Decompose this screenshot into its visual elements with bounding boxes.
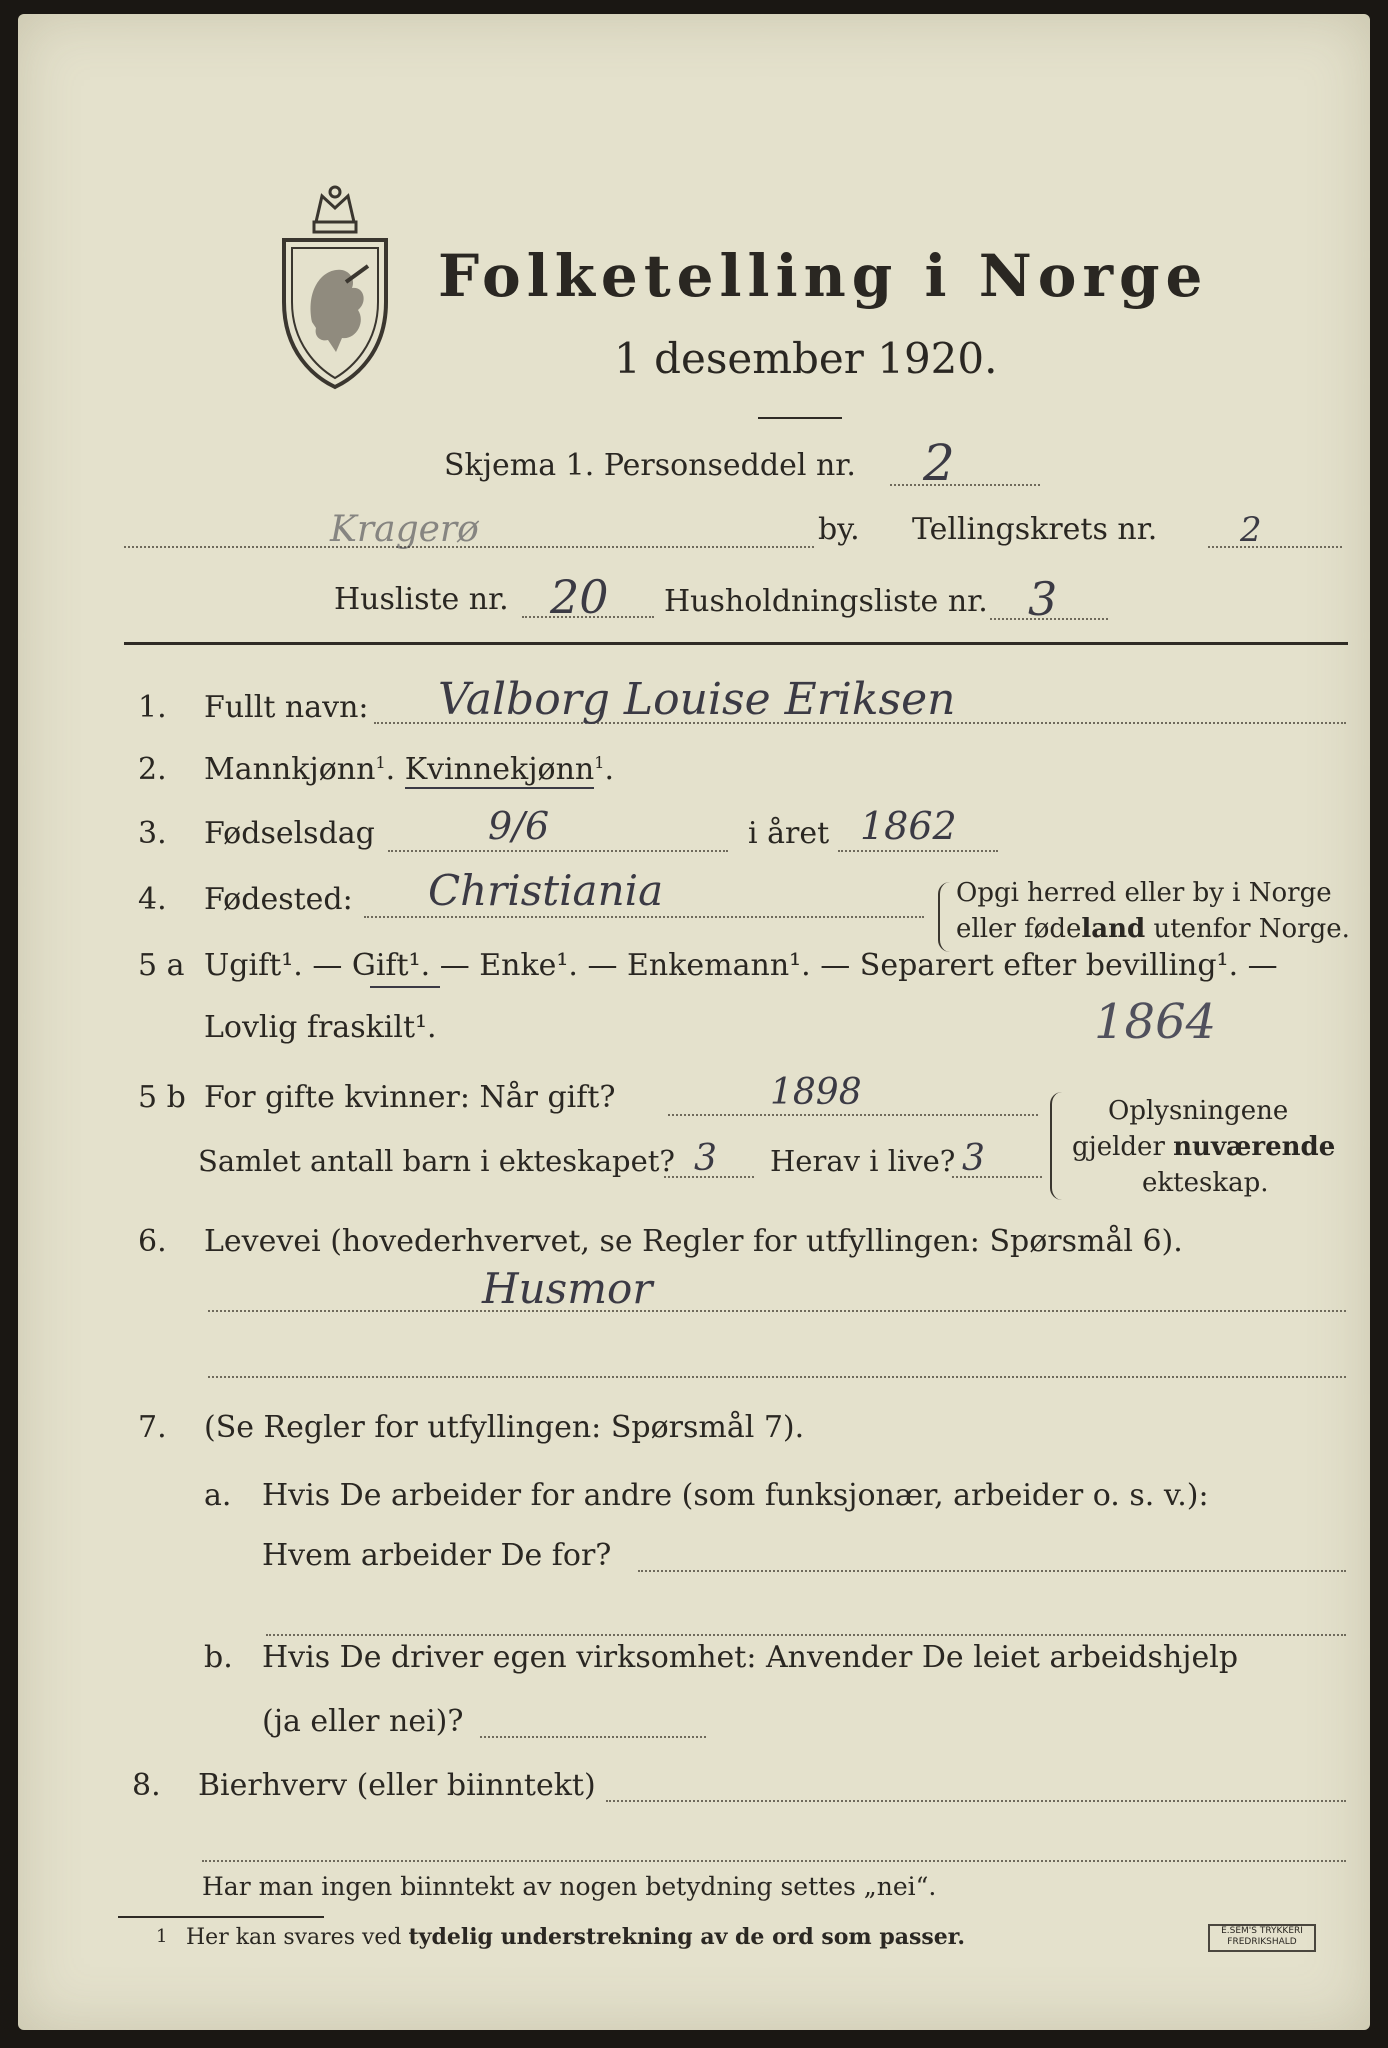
q4-value-birthplace[interactable]: Christiania xyxy=(428,866,664,915)
q8-number: 8. xyxy=(132,1768,161,1803)
q4-number: 4. xyxy=(138,882,167,917)
q5a-options-line2[interactable]: Lovlig fraskilt¹. xyxy=(204,1010,437,1045)
title-divider xyxy=(758,417,842,419)
q3-label: Fødselsdag xyxy=(204,816,375,851)
q2-option-mannkjonn[interactable]: Mannkjønn xyxy=(204,752,376,787)
q5a-number: 5 a xyxy=(138,948,185,983)
q5b-brace xyxy=(1050,1092,1064,1200)
q6-line1 xyxy=(208,1310,1346,1312)
q2-option-kvinnekjonn[interactable]: Kvinnekjønn xyxy=(404,752,595,787)
q6-number: 6. xyxy=(138,1224,167,1259)
footnote-text: Her kan svares ved tydelig understrekning av de ord som passer. xyxy=(186,1924,966,1950)
q5b-value-alive[interactable]: 3 xyxy=(962,1138,985,1179)
personseddel-value[interactable]: 2 xyxy=(923,434,955,492)
q5a-gift-underline xyxy=(370,986,440,988)
q4-brace xyxy=(938,882,952,952)
printer-stamp: E.SEM'S TRYKKERI FREDRIKSHALD xyxy=(1208,1924,1316,1952)
footnote-mark: 1 xyxy=(156,1926,168,1947)
q8-label: Bierhverv (eller biinntekt) xyxy=(198,1768,596,1803)
census-form-sheet xyxy=(18,14,1370,2030)
q2-number: 2. xyxy=(138,752,167,787)
q1-label: Fullt navn: xyxy=(204,690,369,725)
q8-line2[interactable] xyxy=(202,1860,1346,1862)
q4-note-line2: eller fødeland utenfor Norge. xyxy=(956,914,1350,944)
q7b-label2: (ja eller nei)? xyxy=(262,1704,464,1739)
q1-value-full-name[interactable]: Valborg Louise Eriksen xyxy=(438,674,956,725)
q7a-label: Hvis De arbeider for andre (som funksjonær, arbeider o. s. v.): xyxy=(262,1478,1209,1513)
q7b-letter: b. xyxy=(204,1640,233,1675)
q3-year-line xyxy=(838,850,998,852)
q5b-label: For gifte kvinner: Når gift? xyxy=(204,1080,616,1115)
census-date: 1 desember 1920. xyxy=(614,334,998,383)
q3-value-year[interactable]: 1862 xyxy=(860,804,957,848)
q5b-value-children[interactable]: 3 xyxy=(694,1138,717,1179)
q3-value-birthday[interactable]: 9/6 xyxy=(488,804,550,848)
q3-year-label: i året xyxy=(748,816,830,851)
q7a-label2: Hvem arbeider De for? xyxy=(262,1538,612,1573)
q5b-children-label: Samlet antall barn i ekteskapet? xyxy=(198,1144,675,1178)
husliste-label: Husliste nr. xyxy=(334,582,509,617)
q4-label: Fødested: xyxy=(204,882,353,917)
footnote-rule xyxy=(118,1916,324,1918)
q7-label: (Se Regler for utfyllingen: Spørsmål 7). xyxy=(204,1410,805,1445)
q5b-alive-label: Herav i live? xyxy=(770,1144,956,1178)
q4-note-line1: Opgi herred eller by i Norge xyxy=(956,878,1332,908)
q8-line1[interactable] xyxy=(606,1800,1346,1802)
q5b-note-line3: ekteskap. xyxy=(1142,1168,1269,1198)
q5a-annotation: 1864 xyxy=(1094,994,1217,1050)
q5b-note-line2: gjelder nuværende xyxy=(1072,1132,1336,1162)
q5b-value-married-year[interactable]: 1898 xyxy=(770,1072,862,1113)
q7a-line1[interactable] xyxy=(638,1570,1346,1572)
tellingskrets-line xyxy=(1208,546,1342,548)
q7a-letter: a. xyxy=(204,1478,232,1513)
q6-value-occupation[interactable]: Husmor xyxy=(482,1264,653,1313)
q1-number: 1. xyxy=(138,690,167,725)
q5b-number: 5 b xyxy=(138,1080,186,1115)
q5b-note-line1: Oplysningene xyxy=(1108,1096,1289,1126)
q2-options: Mannkjønn$^1$. Kvinnekjønn$^1$. xyxy=(204,752,614,787)
q7a-line2[interactable] xyxy=(266,1634,1346,1636)
q8-note: Har man ingen biinntekt av nogen betydning settes „nei“. xyxy=(202,1872,937,1901)
form-title: Folketelling i Norge xyxy=(438,242,1209,310)
skjema-label: Skjema 1. Personseddel nr. xyxy=(444,448,856,483)
header-rule xyxy=(124,642,1348,645)
tellingskrets-label: Tellingskrets nr. xyxy=(912,512,1158,547)
q7b-line[interactable] xyxy=(480,1736,706,1738)
husliste-value[interactable]: 20 xyxy=(550,570,609,624)
q3-number: 3. xyxy=(138,816,167,851)
q7-number: 7. xyxy=(138,1410,167,1445)
personseddel-line xyxy=(890,484,1040,486)
husholdning-label: Husholdningsliste nr. xyxy=(664,584,988,619)
q5a-options[interactable]: Ugift¹. — Gift¹. — Enke¹. — Enkemann¹. — Separert efter bevilling¹. — xyxy=(204,948,1278,983)
q3-date-line xyxy=(388,850,728,852)
q5b-married-line xyxy=(668,1114,1038,1116)
q6-line2 xyxy=(208,1376,1346,1378)
city-value[interactable]: Kragerø xyxy=(330,509,479,550)
q4-line xyxy=(364,916,924,918)
husholdning-value[interactable]: 3 xyxy=(1028,572,1058,626)
by-label: by. xyxy=(818,512,860,547)
q6-label: Levevei (hovederhvervet, se Regler for utfyllingen: Spørsmål 6). xyxy=(204,1224,1183,1259)
q7b-label: Hvis De driver egen virksomhet: Anvender De leiet arbeidshjelp xyxy=(262,1640,1239,1675)
norway-coat-of-arms-icon xyxy=(276,182,394,392)
tellingskrets-value[interactable]: 2 xyxy=(1240,510,1262,550)
